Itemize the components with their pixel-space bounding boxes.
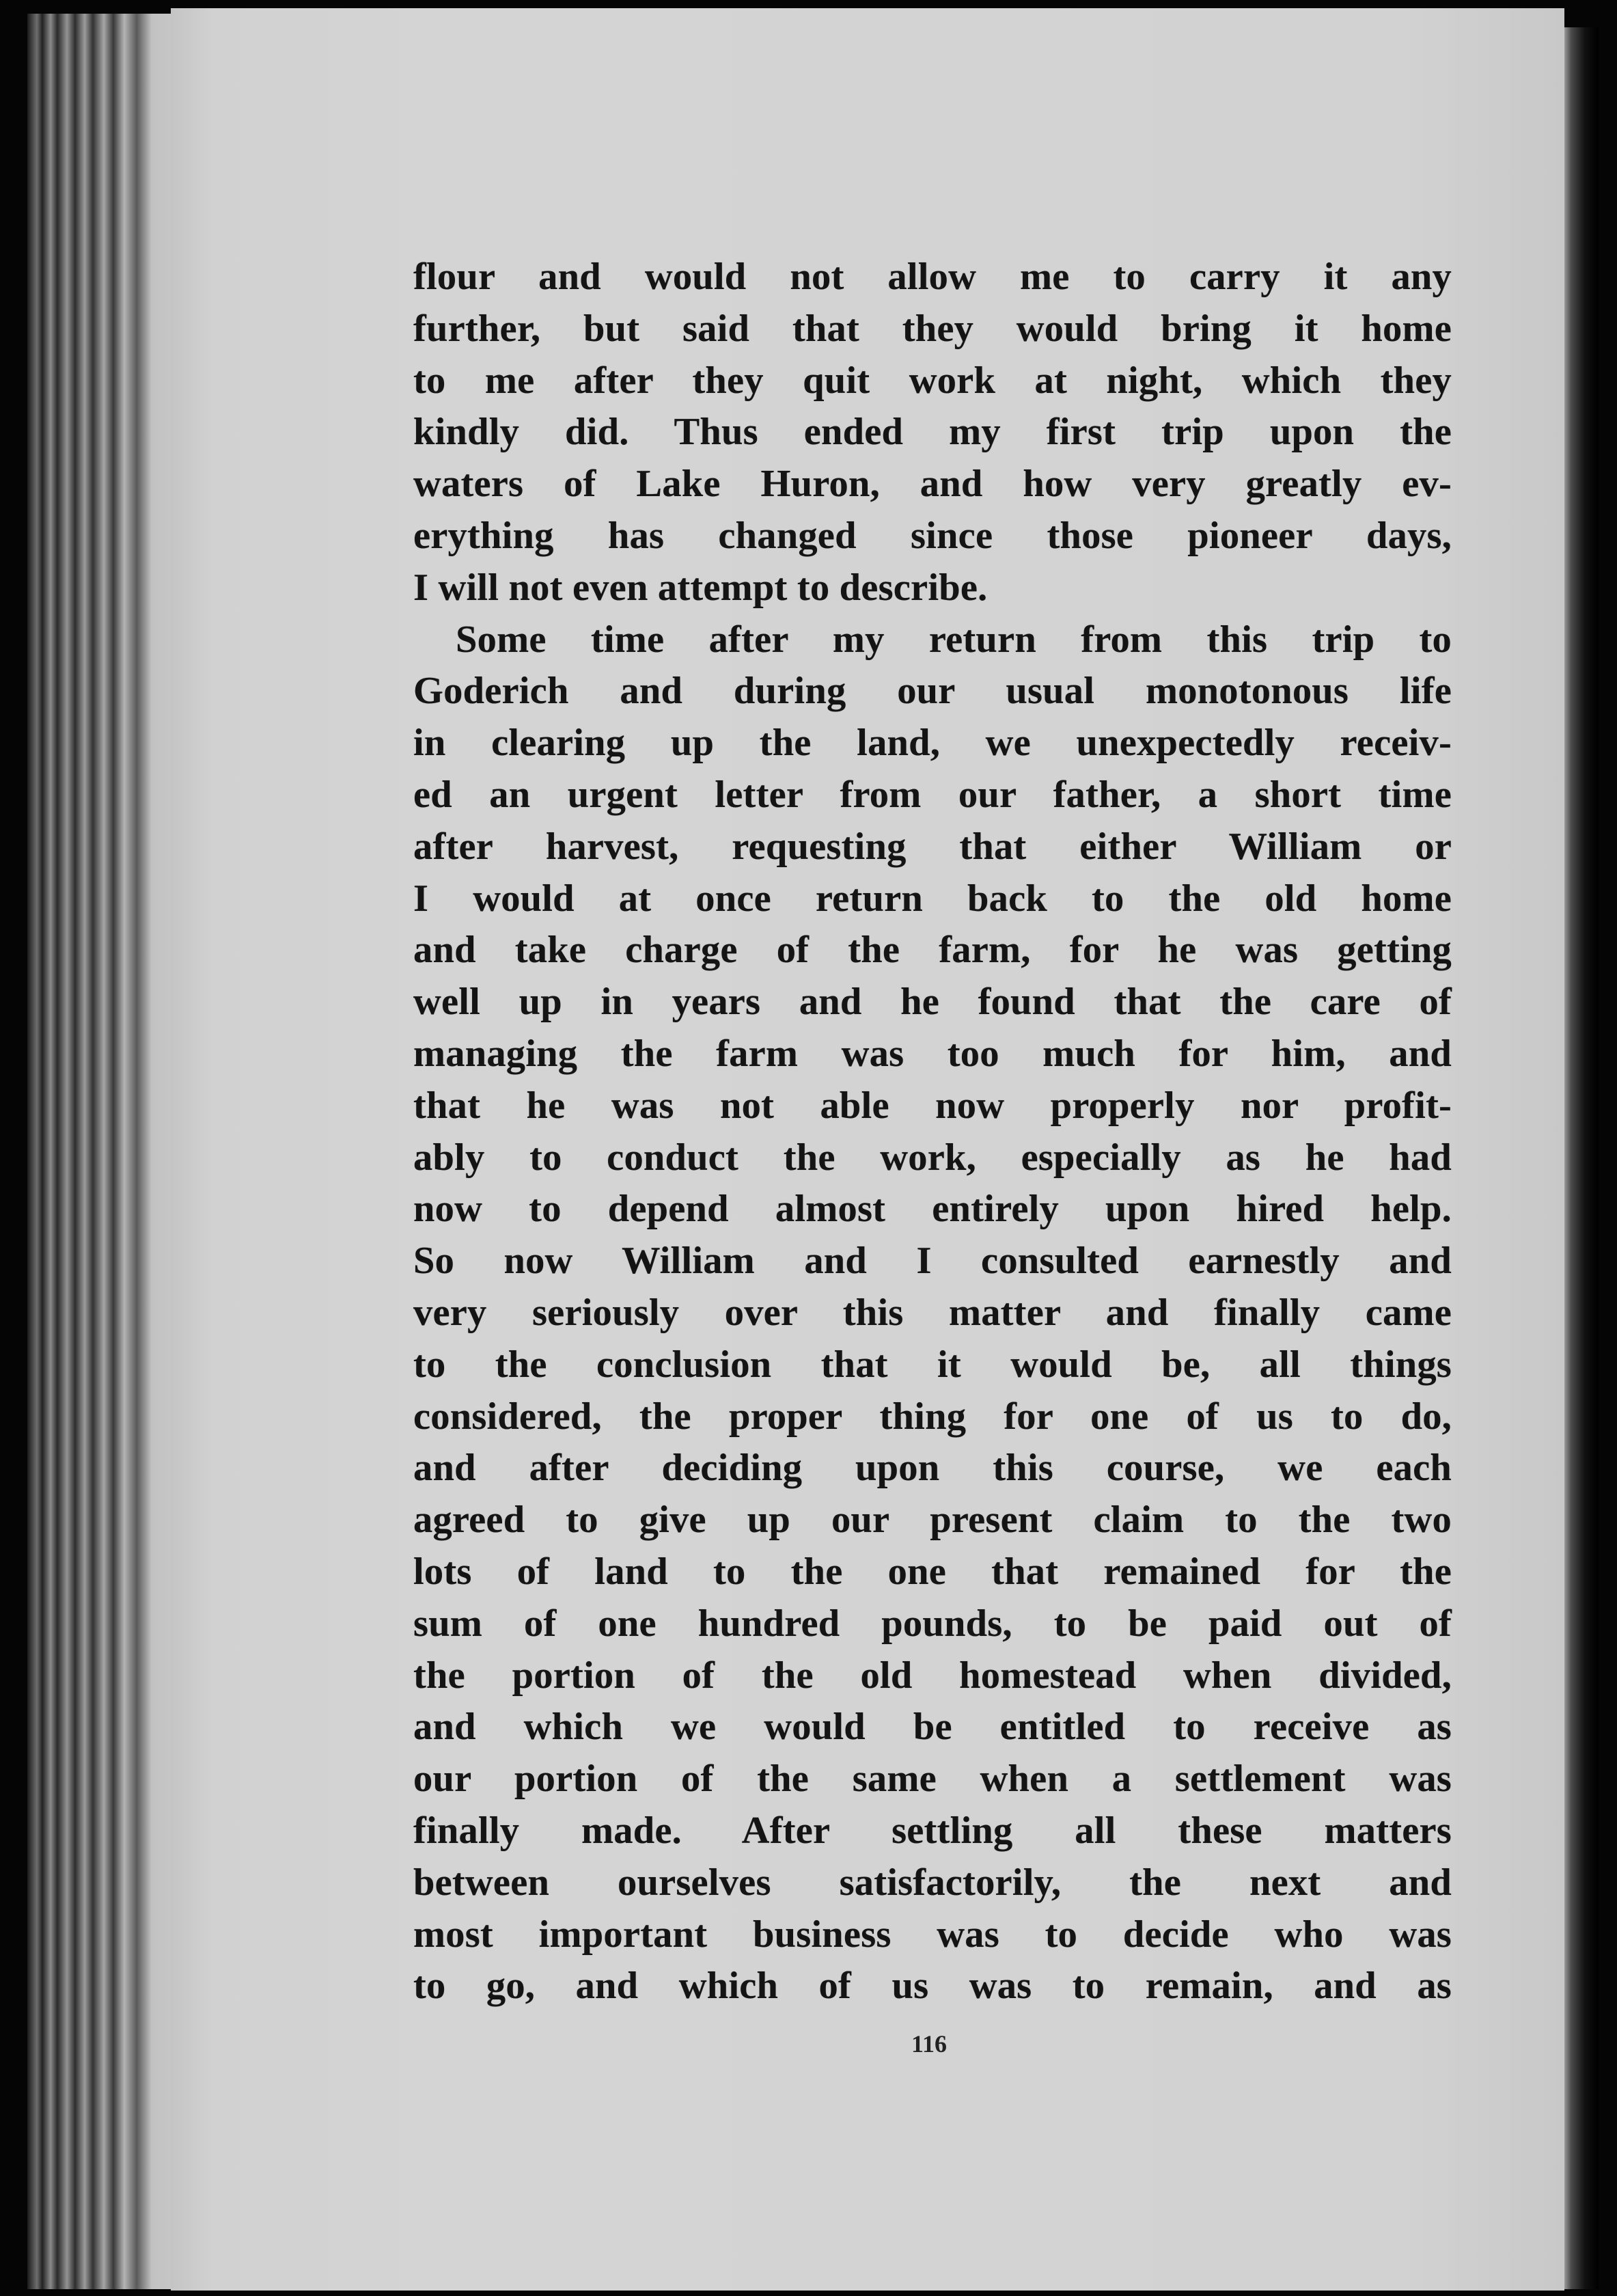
text-line: and after deciding upon this course, we each bbox=[413, 1447, 1452, 1490]
text-line: the portion of the old homestead when divided, bbox=[413, 1654, 1452, 1697]
text-line: ably to conduct the work, especially as he had bbox=[413, 1136, 1452, 1179]
text-line: waters of Lake Huron, and how very greatly ev- bbox=[413, 463, 1452, 506]
text-line: managing the farm was too much for him, and bbox=[413, 1032, 1452, 1075]
text-line: Some time after my return from this trip to bbox=[456, 618, 1452, 661]
text-line: considered, the proper thing for one of us to do, bbox=[413, 1395, 1452, 1438]
text-line: most important business was to decide who was bbox=[413, 1913, 1452, 1956]
text-line: I would at once return back to the old home bbox=[413, 877, 1452, 920]
text-line: I will not even attempt to describe. bbox=[413, 566, 988, 609]
text-line: So now William and I consulted earnestly and bbox=[413, 1240, 1452, 1283]
text-line: erything has changed since those pioneer days, bbox=[413, 514, 1452, 557]
text-line: lots of land to the one that remained for the bbox=[413, 1550, 1452, 1593]
text-line: between ourselves satisfactorily, the next and bbox=[413, 1861, 1452, 1904]
text-line: to me after they quit work at night, which they bbox=[413, 359, 1452, 402]
text-line: and take charge of the farm, for he was getting bbox=[413, 929, 1452, 972]
text-line: after harvest, requesting that either William or bbox=[413, 825, 1452, 868]
text-line: very seriously over this matter and finally came bbox=[413, 1291, 1452, 1334]
text-line: kindly did. Thus ended my first trip upon the bbox=[413, 411, 1452, 454]
text-line: to go, and which of us was to remain, and as bbox=[413, 1965, 1452, 2008]
book-right-edge bbox=[1564, 27, 1599, 2289]
text-line: well up in years and he found that the care of bbox=[413, 981, 1452, 1024]
page-number: 116 bbox=[911, 2030, 947, 2058]
body-text bbox=[413, 251, 1452, 2012]
text-line: now to depend almost entirely upon hired help. bbox=[413, 1188, 1452, 1231]
text-line: Goderich and during our usual monotonous life bbox=[413, 670, 1452, 713]
text-line: further, but said that they would bring it home bbox=[413, 307, 1452, 350]
text-line: that he was not able now properly nor profit- bbox=[413, 1084, 1452, 1127]
book-page-edges bbox=[27, 14, 184, 2289]
text-line: to the conclusion that it would be, all things bbox=[413, 1343, 1452, 1386]
text-line: our portion of the same when a settlement was bbox=[413, 1758, 1452, 1801]
text-line: flour and would not allow me to carry it any bbox=[413, 256, 1452, 298]
text-line: agreed to give up our present claim to the two bbox=[413, 1499, 1452, 1542]
text-line: ed an urgent letter from our father, a short time bbox=[413, 773, 1452, 816]
text-line: and which we would be entitled to receive as bbox=[413, 1706, 1452, 1749]
text-line: finally made. After settling all these matters bbox=[413, 1809, 1452, 1852]
text-line: sum of one hundred pounds, to be paid out of bbox=[413, 1602, 1452, 1645]
text-line: in clearing up the land, we unexpectedly receiv- bbox=[413, 722, 1452, 765]
